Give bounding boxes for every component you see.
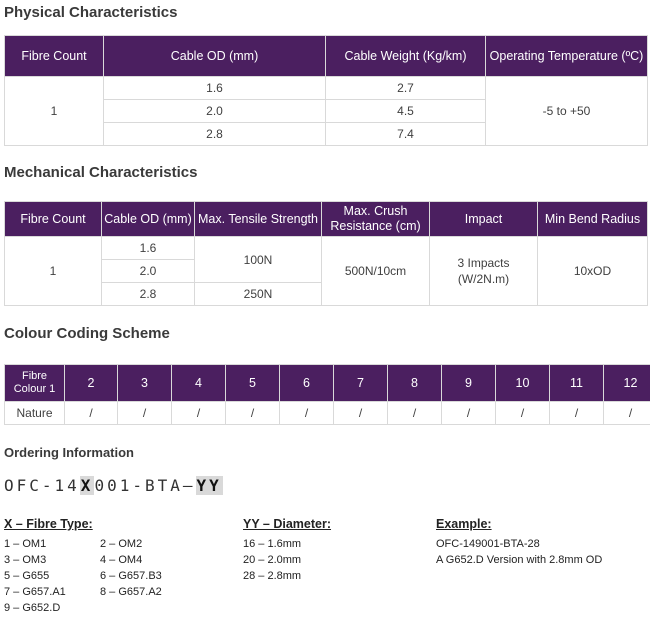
colour-header-cell: 10 <box>496 365 550 402</box>
physical-header-cable-od: Cable OD (mm) <box>104 36 326 77</box>
colour-cell: / <box>118 402 172 425</box>
colour-header-cell: 4 <box>172 365 226 402</box>
mechanical-fibre-count: 1 <box>5 237 102 306</box>
colour-cell: / <box>280 402 334 425</box>
order-code <box>4 476 223 495</box>
colour-cell: / <box>550 402 604 425</box>
physical-od-cell: 2.0 <box>104 100 326 123</box>
ordering-title: Ordering Information <box>4 445 134 460</box>
fibre-type-item: 9 – G652.D <box>4 602 61 614</box>
mechanical-header-fibre-count: Fibre Count <box>5 202 102 237</box>
mechanical-crush: 500N/10cm <box>322 237 430 306</box>
mechanical-title: Mechanical Characteristics <box>4 164 198 181</box>
colour-title: Colour Coding Scheme <box>4 325 170 342</box>
order-code-prefix: OFC-14 <box>4 476 80 495</box>
diameter-item: 28 – 2.8mm <box>243 570 302 582</box>
colour-header-cell: 6 <box>280 365 334 402</box>
mechanical-od-cell: 2.8 <box>102 283 195 306</box>
colour-cell: / <box>172 402 226 425</box>
mechanical-od-cell: 1.6 <box>102 237 195 260</box>
example-title: Example: <box>436 517 492 531</box>
colour-header-cell: 9 <box>442 365 496 402</box>
colour-cell: Nature <box>5 402 65 425</box>
colour-header-cell: Fibre Colour 1 <box>5 365 65 402</box>
mechanical-header-impact: Impact <box>430 202 538 237</box>
fibre-type-item: 6 – G657.B3 <box>100 570 162 582</box>
fibre-type-item: 1 – OM1 <box>4 538 47 550</box>
colour-header-cell: 11 <box>550 365 604 402</box>
colour-cell: / <box>388 402 442 425</box>
diameter-item: 16 – 1.6mm <box>243 538 302 550</box>
fibre-type-item: 5 – G655 <box>4 570 50 582</box>
colour-header-cell: 7 <box>334 365 388 402</box>
fibre-type-item: 3 – OM3 <box>4 554 47 566</box>
colour-cell: / <box>442 402 496 425</box>
mechanical-header-tensile: Max. Tensile Strength <box>195 202 322 237</box>
fibre-type-item <box>100 600 196 616</box>
fibre-type-item: 7 – G657.A1 <box>4 586 66 598</box>
physical-weight-cell: 4.5 <box>326 100 486 123</box>
physical-od-cell: 2.8 <box>104 123 326 146</box>
physical-od-cell: 1.6 <box>104 77 326 100</box>
physical-header-fibre-count: Fibre Count <box>5 36 104 77</box>
colour-header-cell: 3 <box>118 365 172 402</box>
diameter-section <box>243 516 331 584</box>
colour-cell: / <box>65 402 118 425</box>
colour-header-cell: 2 <box>65 365 118 402</box>
physical-weight-cell: 2.7 <box>326 77 486 100</box>
example-section <box>436 516 602 568</box>
fibre-type-item: 8 – G657.A2 <box>100 586 162 598</box>
mechanical-impact: 3 Impacts (W/2N.m) <box>430 237 538 306</box>
mechanical-header-bend: Min Bend Radius <box>538 202 648 237</box>
colour-header-cell: 8 <box>388 365 442 402</box>
diameter-title: YY – Diameter: <box>243 517 332 531</box>
physical-fibre-count: 1 <box>5 77 104 146</box>
diameter-item: 20 – 2.0mm <box>243 554 302 566</box>
order-code-yy: YY <box>196 476 222 495</box>
fibre-type-title: X – Fibre Type: <box>4 517 93 531</box>
physical-title: Physical Characteristics <box>4 4 178 21</box>
example-line: A G652.D Version with 2.8mm OD <box>436 554 603 566</box>
colour-table <box>4 364 650 425</box>
colour-cell: / <box>334 402 388 425</box>
mechanical-tensile-cell: 250N <box>195 283 322 306</box>
mechanical-od-cell: 2.0 <box>102 260 195 283</box>
colour-header-cell: 5 <box>226 365 280 402</box>
mechanical-table <box>4 201 648 306</box>
physical-temperature: -5 to +50 <box>486 77 648 146</box>
mechanical-header-crush: Max. Crush Resistance (cm) <box>322 202 430 237</box>
colour-cell: / <box>604 402 650 425</box>
colour-cell: / <box>226 402 280 425</box>
physical-header-cable-weight: Cable Weight (Kg/km) <box>326 36 486 77</box>
physical-header-temperature: Operating Temperature (ºC) <box>486 36 648 77</box>
mechanical-tensile-cell: 100N <box>195 237 322 283</box>
physical-table <box>4 35 648 146</box>
fibre-type-section <box>4 516 196 616</box>
colour-cell: / <box>496 402 550 425</box>
physical-weight-cell: 7.4 <box>326 123 486 146</box>
example-line: OFC-149001-BTA-28 <box>436 538 540 550</box>
fibre-type-item: 2 – OM2 <box>100 538 143 550</box>
mechanical-bend: 10xOD <box>538 237 648 306</box>
fibre-type-item: 4 – OM4 <box>100 554 143 566</box>
colour-header-cell: 12 <box>604 365 650 402</box>
order-code-mid: 001-BTA– <box>94 476 196 495</box>
mechanical-header-cable-od: Cable OD (mm) <box>102 202 195 237</box>
order-code-x: X <box>80 476 94 495</box>
